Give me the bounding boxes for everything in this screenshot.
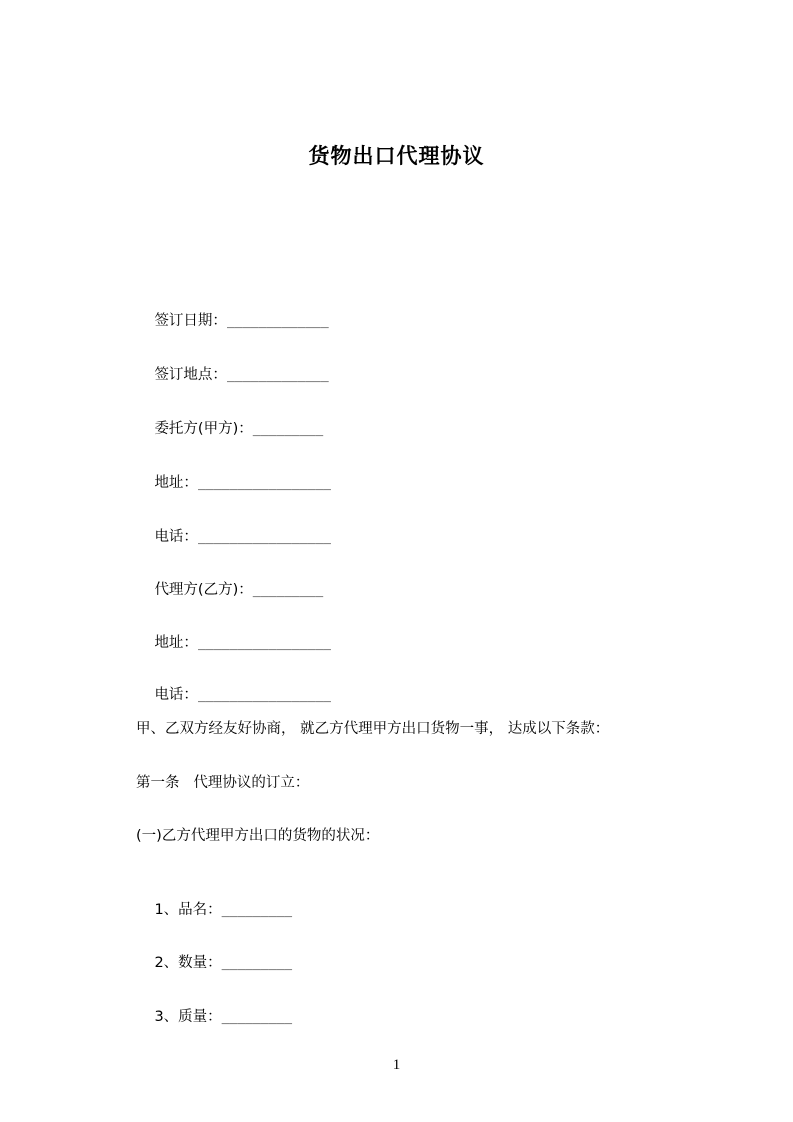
- item-quality-label: 3、质量：: [154, 1009, 222, 1025]
- agent-party-line: [136, 560, 323, 621]
- agent-phone-label: 电话：: [154, 687, 198, 703]
- principal-phone-label: 电话：: [154, 529, 198, 545]
- signing-place-blank: _____________: [226, 368, 329, 383]
- signing-date-line: [136, 291, 329, 352]
- item-product-name-blank: _________: [221, 903, 293, 918]
- item-quality-blank: _________: [221, 1010, 293, 1025]
- principal-address-label: 地址：: [154, 475, 198, 491]
- principal-address-blank: _________________: [197, 476, 331, 491]
- agent-address-label: 地址：: [154, 635, 198, 651]
- principal-address-line: [136, 453, 331, 514]
- item-quantity-blank: _________: [221, 956, 293, 971]
- section-1-heading: (一)乙方代理甲方出口的货物的状况：: [136, 828, 380, 844]
- item-quantity-line: [136, 933, 292, 994]
- document-title: 货物出口代理协议: [308, 144, 485, 168]
- agent-address-blank: _________________: [197, 636, 331, 651]
- page-number: 1: [392, 1057, 401, 1073]
- principal-phone-line: [136, 507, 331, 568]
- signing-date-blank: _____________: [226, 314, 329, 329]
- article-1-heading: 第一条 代理协议的订立：: [136, 775, 310, 791]
- signing-place-label: 签订地点：: [154, 367, 227, 383]
- principal-party-label: 委托方(甲方)：: [154, 421, 253, 437]
- principal-party-line: [136, 399, 323, 460]
- item-product-name-label: 1、品名：: [154, 902, 222, 918]
- item-quality-line: [136, 987, 292, 1048]
- agent-party-blank: _________: [252, 583, 324, 598]
- agent-phone-blank: _________________: [197, 688, 331, 703]
- principal-party-blank: _________: [252, 422, 324, 437]
- signing-place-line: [136, 345, 329, 406]
- agent-party-label: 代理方(乙方)：: [154, 582, 253, 598]
- item-quantity-label: 2、数量：: [154, 955, 222, 971]
- principal-phone-blank: _________________: [197, 530, 331, 545]
- agent-phone-line: [136, 665, 331, 726]
- intro-paragraph: 甲、乙双方经友好协商， 就乙方代理甲方出口货物一事， 达成以下条款：: [136, 721, 610, 737]
- signing-date-label: 签订日期：: [154, 313, 227, 329]
- item-product-name-line: [136, 880, 292, 941]
